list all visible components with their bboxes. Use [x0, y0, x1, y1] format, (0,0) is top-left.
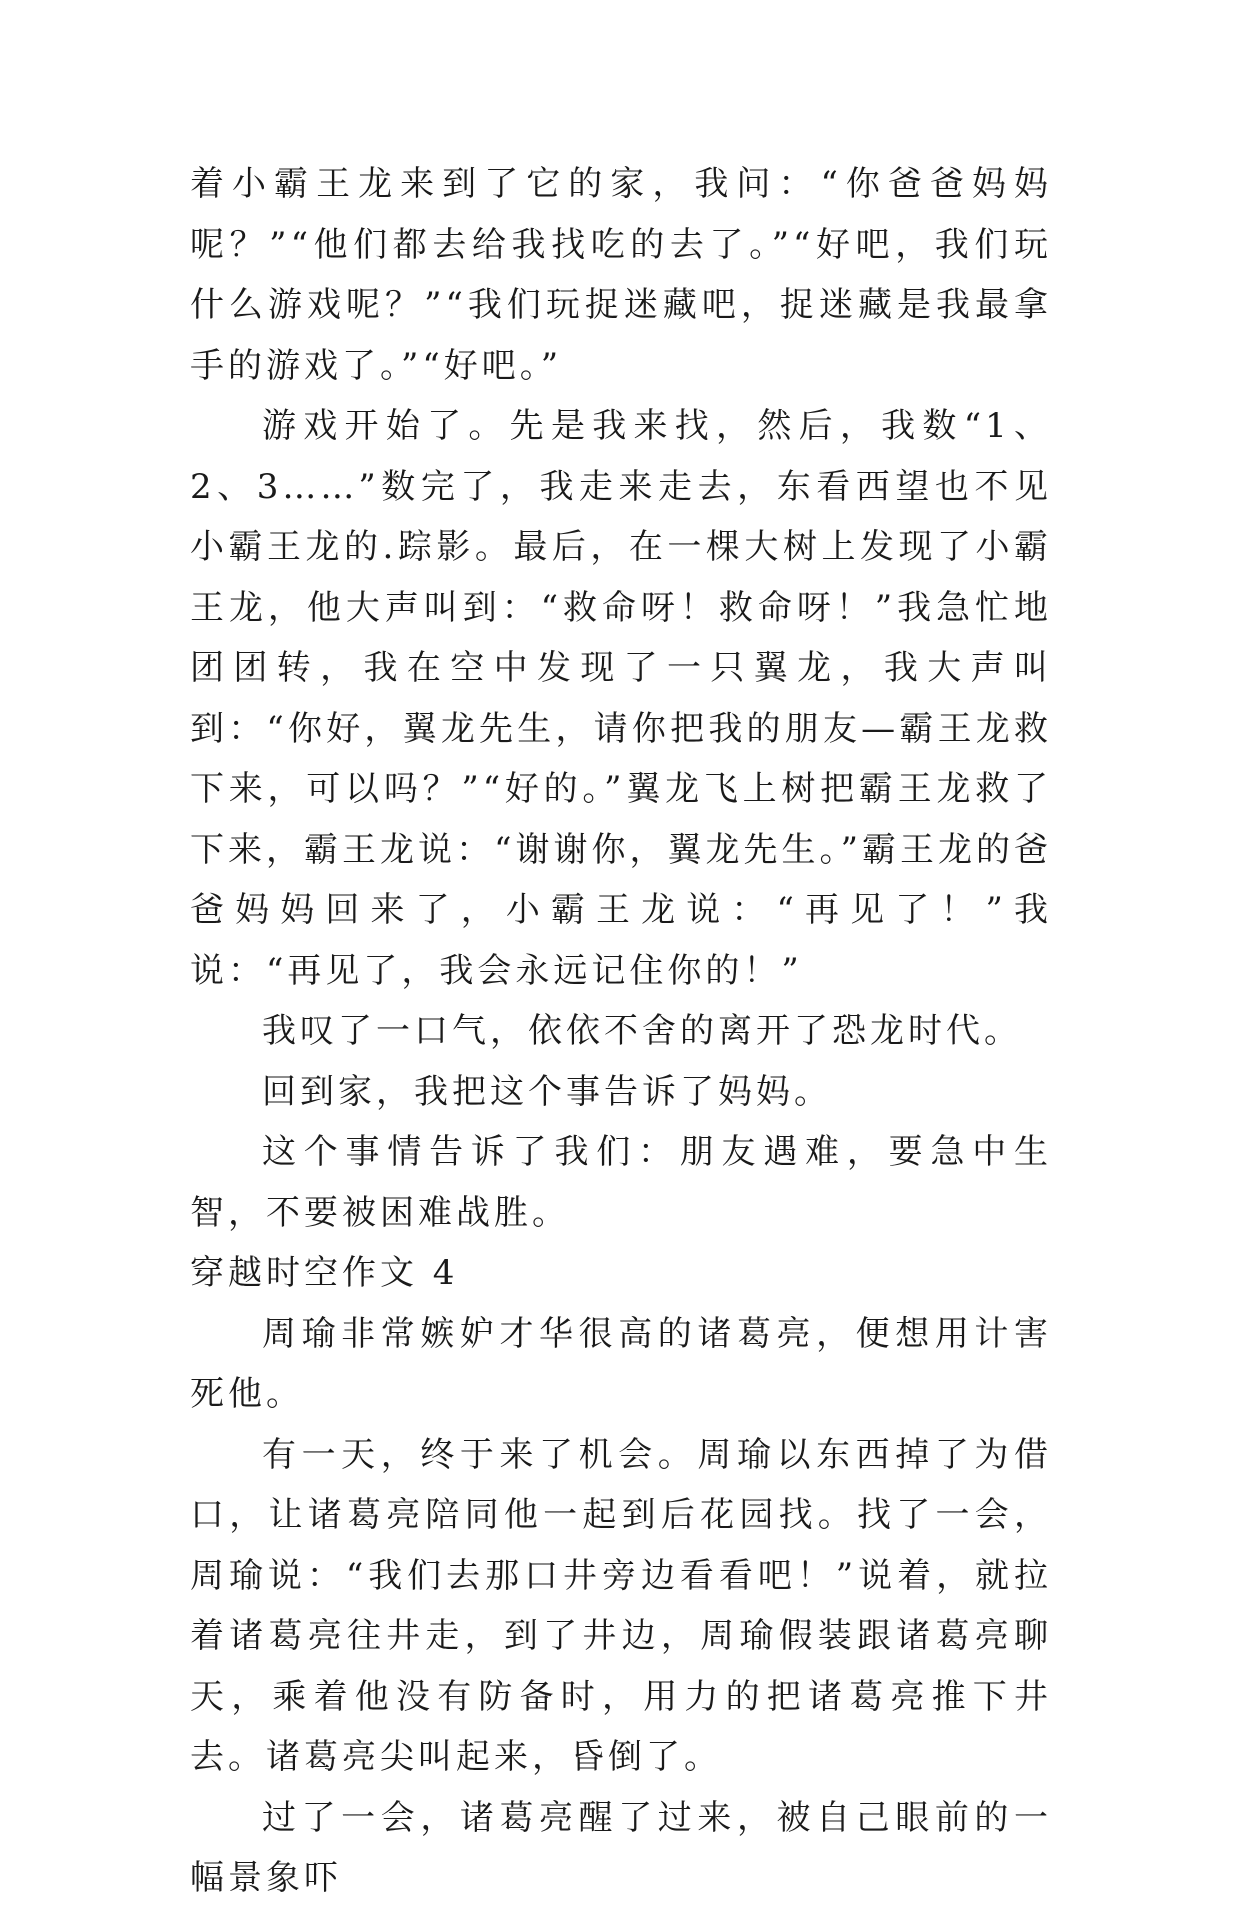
paragraph-moral: 这个事情告诉了我们：朋友遇难，要急中生智，不要被困难战胜。 [190, 1132, 1052, 1233]
paragraph-zhouyu-jealous: 周瑜非常嫉妒才华很高的诸葛亮，便想用计害死他。 [190, 1313, 1052, 1414]
paragraph-sigh: 我叹了一口气，依依不舍的离开了恐龙时代。 [262, 1011, 1022, 1051]
paragraph-well: 有一天，终于来了机会。周瑜以东西掉了为借口，让诸葛亮陪同他一起到后花园找。找了一会，周瑜说：“我们去那口井旁边看看吧！”说着，就拉着诸葛亮往井走，到了井边，周瑜假装跟诸葛亮聊天，乘着他没有防备时，用力的把诸葛亮推下井去。诸葛亮尖叫起来，昏倒了。 [190, 1434, 1052, 1777]
paragraph-game-start: 游戏开始了。先是我来找，然后，我数“1、2、3……”数完了，我走来走去，东看西望也不见小霸王龙的.踪影。最后，在一棵大树上发现了小霸王龙，他大声叫到：“救命呀！救命呀！”我急忙地团团转，我在空中发现了一只翼龙，我大声叫到：“你好，翼龙先生，请你把我的朋友—霸王龙救下来，可以吗？”“好的。”翼龙飞上树把霸王龙救了下来，霸王龙说：“谢谢你，翼龙先生。”霸王龙的爸爸妈妈回来了，小霸王龙说：“再见了！”我说：“再见了，我会永远记住你的！” [190, 406, 1052, 991]
document-body [190, 154, 1052, 1909]
paragraph-home: 回到家，我把这个事告诉了妈妈。 [262, 1071, 832, 1112]
essay-heading: 穿越时空作文 4 [190, 1253, 459, 1293]
paragraph-continuation: 着小霸王龙来到了它的家，我问：“你爸爸妈妈呢？”“他们都去给我找吃的去了。”“好吧，我们玩什么游戏呢？”“我们玩捉迷藏吧，捉迷藏是我最拿手的游戏了。”“好吧。” [190, 164, 1052, 386]
paragraph-wake-up: 过了一会，诸葛亮醒了过来，被自己眼前的一幅景象吓 [190, 1797, 1052, 1898]
